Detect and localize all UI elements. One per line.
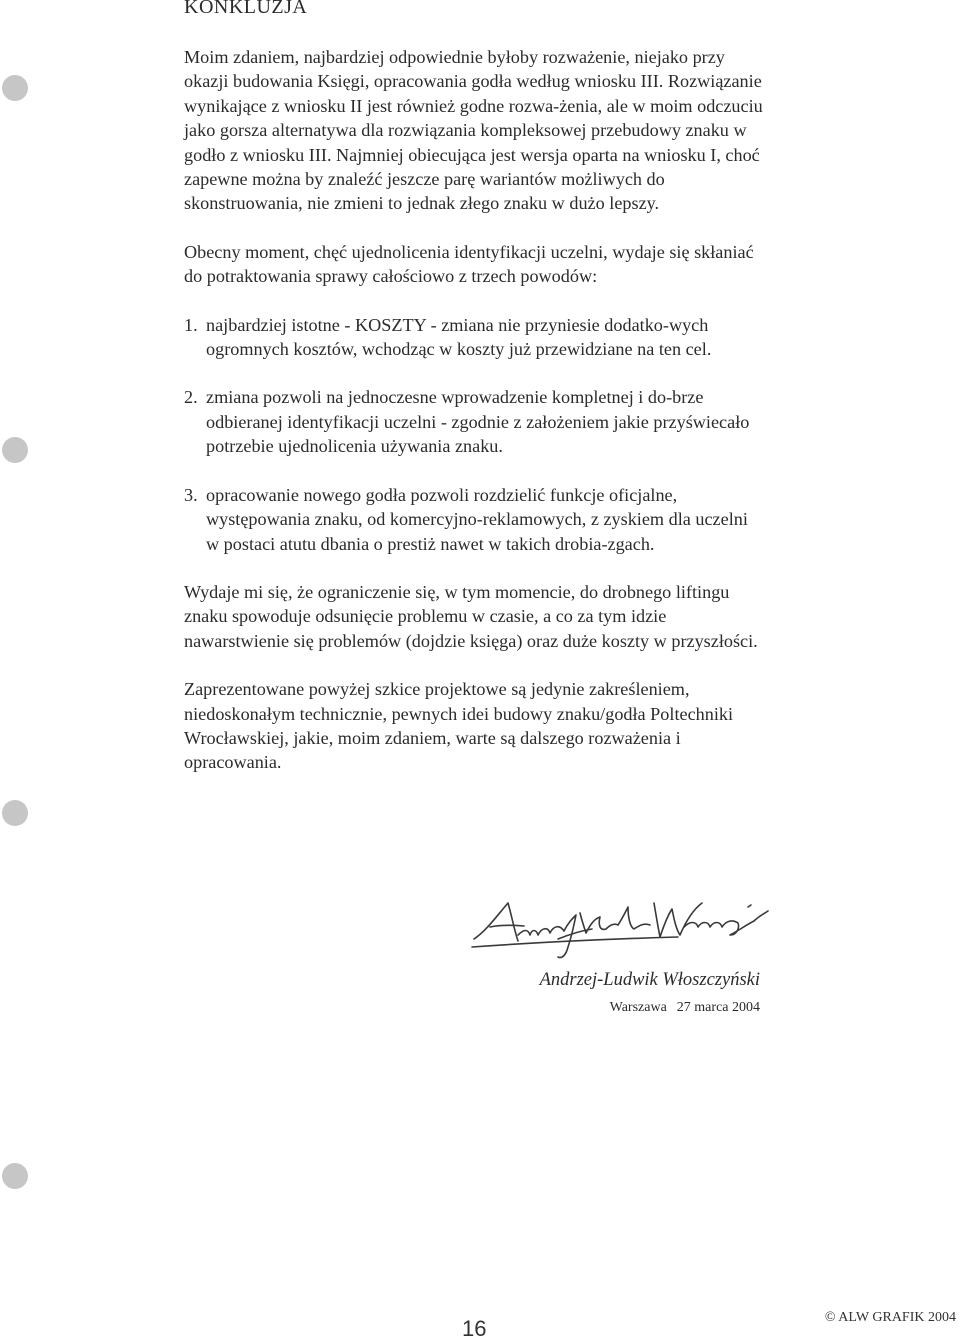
signature-date: 27 marca 2004 <box>676 1000 760 1015</box>
punch-hole-2 <box>2 437 28 463</box>
closing-paragraph-1: Wydaje mi się, że ograniczenie się, w tym momencie, do drobnego liftingu znaku spowoduje odsunięcie problemu w czasie, a co za tym idzie nawarstwienie się problemów (dojdzie księga) oraz duże koszty w przyszłości. <box>184 581 758 651</box>
place-and-date <box>610 1000 760 1016</box>
list-item-text: najbardziej istotne - KOSZTY - zmiana nie przyniesie dodatko-wych ogromnych kosztów, wchodząc w koszty już przewidziane na ten cel. <box>206 314 712 360</box>
punch-hole-1 <box>2 75 28 101</box>
list-item-number: 3. <box>184 484 198 505</box>
reasons-intro-paragraph: Obecny moment, chęć ujednolicenia identyfikacji uczelni, wydaje się skłaniać do potraktowania sprawy całościowo z trzech powodów: <box>184 241 754 287</box>
list-item-text: zmiana pozwoli na jednoczesne wprowadzenie kompletnej i do-brze odbieranej identyfikacji uczelni - zgodnie z założeniem jakie przyświecało potrzebie ujednolicenia używania znaku. <box>206 387 750 457</box>
copyright-notice: © ALW GRAFIK 2004 <box>824 1310 956 1325</box>
list-item <box>184 483 764 556</box>
list-item-number: 1. <box>184 314 198 335</box>
handwritten-signature <box>468 895 778 965</box>
punch-hole-3 <box>2 800 28 826</box>
closing-paragraph-2: Zaprezentowane powyżej szkice projektowe są jedynie zakreśleniem, niedoskonałym technicznie, pewnych idei budowy znaku/godła Poltechniki Wrocławskiej, jakie, moim zdaniem, warte są dalszego rozważenia i opracowania. <box>184 679 734 773</box>
section-heading: KONKLUZJA <box>184 0 308 18</box>
punch-hole-4 <box>2 1163 28 1189</box>
reasons-list <box>184 313 764 556</box>
intro-paragraph: Moim zdaniem, najbardziej odpowiednie byłoby rozważenie, niejako przy okazji budowania Księgi, opracowania godła według wniosku III. Rozwiązanie wynikające z wniosku II jest również godne rozwa-żenia, ale w moim odczuciu jako gorsza alternatywa dla rozwiązania kompleksowej przebudowy znaku w godło z wniosku III. Najmniej obiecująca jest wersja oparta na wniosku I, choć zapewne można by znaleźć jeszcze parę wariantów możliwych do skonstruowania, nie zmieni to jednak złego znaku w dużo lepszy. <box>184 47 763 214</box>
list-item <box>184 385 764 458</box>
list-item-number: 2. <box>184 387 198 408</box>
document-body <box>184 45 764 775</box>
signature-place: Warszawa <box>609 1000 667 1015</box>
list-item-text: opracowanie nowego godła pozwoli rozdzielić funkcje oficjalne, występowania znaku, od komercyjno-reklamowych, z zyskiem dla uczelni w postaci atutu dbania o prestiż nawet w takich drobia-zgach. <box>206 484 748 554</box>
signer-name: Andrzej-Ludwik Włoszczyński <box>539 970 760 990</box>
list-item <box>184 313 764 362</box>
page-number: 16 <box>462 1316 487 1341</box>
